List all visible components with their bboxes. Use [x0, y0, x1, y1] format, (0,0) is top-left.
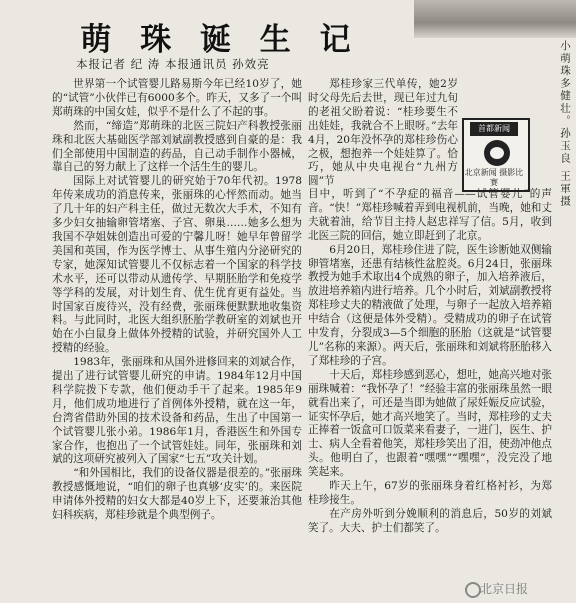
article-title: 萌 珠 诞 生 记 — [80, 22, 360, 58]
right-bottom-column — [308, 188, 552, 598]
paragraph: 6月20日，郑桂珍住进了院，医生诊断她双侧输卵管堵塞，还患有结核性盆腔炎。6月24日，张丽珠教授为她手术取出4个成熟的卵子，加入培养液后，放进培养箱内进行培养。几个小时后，刘斌副教授将郑桂珍丈夫的精液做了处理，与卵子一起放入培养箱中结合（这便是体外受精）。受精成功的卵子在试管中发育，分裂成3—5个细胞的胚胎（这就是“试管婴儿”名称的来源）。两天后，张丽珠和刘斌将胚胎移入了郑桂珍的子宫。 — [308, 243, 552, 367]
paragraph: 然而，“缔造”郑萌珠的北医三院妇产科教授张丽珠和北医大基础医学部刘斌副教授感到自豪的是：我们全部使用中国制造的药品，自己动手制作小器械，靠自己的努力献上了这样一个活生生的婴儿。 — [52, 119, 302, 174]
contest-stamp — [462, 118, 530, 192]
right-top-column — [308, 78, 458, 188]
paragraph: 1983年，张丽珠和从国外进修回来的刘斌合作，提出了进行试管婴儿研究的申请。1984年12月中国科学院拨下专款，他们便动手干了起来。1985年9月，他们成功地进行了首例体外授精，就在这一年，台湾省借助外国的技术设备和药品，生出了中国第一个试管婴儿张小弟。1986年1月，香港医生和外国专家合作，也抱出了一个试管娃娃。同年，张丽珠和刘斌的这项研究被列入了国家“七五”攻关计划。 — [52, 356, 302, 466]
paragraph: 世界第一个试管婴儿路易斯今年已经10岁了，她的“试管”小伙伴已有6000多个。昨天，又多了一个叫郑萌珠的中国女娃，似乎不是什么了不起的事。 — [52, 78, 302, 118]
watermark: 北京日报 — [480, 582, 529, 596]
stamp-bottom-text: 北京新闻 摄影比赛 — [464, 168, 524, 187]
paragraph: 在产房外听到分娩顺利的消息后，50岁的刘斌笑了。大夫、护士们都笑了。 — [308, 507, 552, 534]
watermark-logo-icon — [465, 582, 481, 598]
paragraph: 国际上对试管婴儿的研究始于70年代初。1978年传来成功的消息传来，张丽珠的心怦然而动。她当了几十年的妇产科主任，做过无数次大手术，不知有多少妇女抽输卵管堵塞、子宫、卵巢……她多么想为我国不孕姐妹创造出可爱的宁馨儿呀！她早年曾留学美国和英国，作为医学博士、从事生殖内分泌研究的专家，她深知试管婴儿不仅标志着一个国家的科学技术水平，还可以带动从遗传学、早期胚胎学和免疫学等学科的发展，对计划生育、优生优育更有益处。当时国家百废待兴，没有经费，张丽珠便默默地收集资料。与此同时，北医大组织胚胎学教研室的刘斌也开始在小白鼠身上做体外授精的试验，并研究国外人工授精的经验。 — [52, 175, 302, 355]
panda-icon — [484, 140, 510, 166]
paragraph: 十天后，郑桂珍感到恶心，想吐，她高兴地对张丽珠喊着：“我怀孕了！”经验丰富的张丽珠虽然一眼就看出来了，可还是当即为她做了尿妊娠反应试验，证实怀孕后，她才高兴地笑了。当时，郑桂珍的丈夫正捧着一饭盒可口饭菜来看妻子，一进门，医生、护士、病人全看着他笑，郑桂珍笑出了泪，使劲冲他点头。他明白了，也跟着“嘿嘿”“嘿嘿”，没完没了地笑起来。 — [308, 368, 552, 479]
paragraph: 目中，听到了“不孕症的福音——试管婴儿”的声音。“快！”郑桂珍喊着弄到电视机前，当晚，她和丈夫就着油，给节目主持人赵忠祥写了信。5月，收到北医三院的回信，她立即赶到了北京。 — [308, 188, 552, 242]
photo-fragment — [414, 0, 576, 38]
photo-caption: 小萌珠多健壮。孙玉良 王軍摄 — [559, 40, 571, 208]
paragraph: 郑桂珍家三代单传，她2岁时父母先后去世，现已年过九旬的老祖父盼着说：“桂珍要生不出娃娃，我就合不上眼呀。”去年4月，20年没怀孕的郑桂珍伤心之极，想抱养一个娃娃算了。恰巧，她从中央电视台“九州方圆”节 — [308, 78, 458, 188]
article-byline: 本报记者 纪 涛 本报通讯员 孙效亮 — [76, 57, 270, 71]
paragraph: 昨天上午，67岁的张丽珠身着红格衬衫，为郑桂珍接生。 — [308, 480, 552, 506]
left-column — [52, 78, 302, 596]
paragraph: “和外国相比，我们的设备仪器是很差的。”张丽珠教授感慨地说，“咱们的卵子也真够‘皮实’的。来医院申请体外授精的妇女大都是40岁上下，还要兼治其他妇科疾病，郑桂珍就是个典型例子。 — [52, 467, 302, 522]
stamp-top-text: 首都新闻 — [470, 122, 518, 136]
